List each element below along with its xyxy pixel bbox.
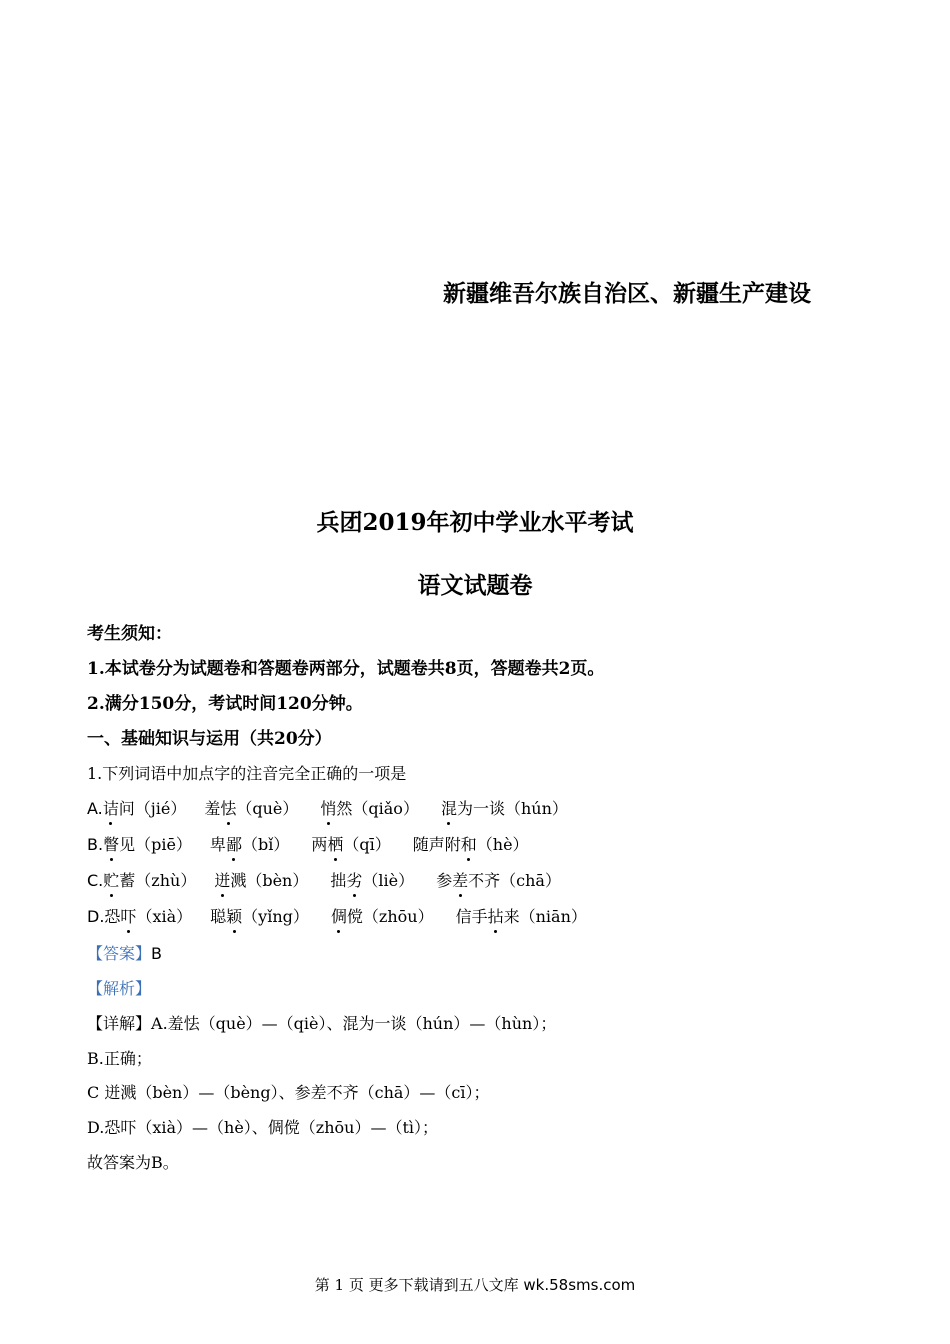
question-stem: 1.下列词语中加点字的注音完全正确的一项是: [87, 764, 407, 783]
dotted-character: 栖: [327, 833, 343, 857]
option-term: 两栖（qī）: [311, 833, 390, 857]
option-term: 悄然（qiǎo）: [320, 797, 419, 821]
section-heading: 一、基础知识与运用（共20分）: [87, 729, 332, 749]
title-line-2: 兵团2019年初中学业水平考试: [316, 509, 634, 536]
option-c: [87, 869, 561, 893]
option-term: 混为一谈（hún）: [441, 797, 568, 821]
dotted-character: 差: [452, 869, 468, 893]
option-term: 诘问（jié）: [103, 797, 187, 821]
footer-site-link[interactable]: wk.58sms.com: [523, 1276, 636, 1294]
detail-line-5: 故答案为B。: [87, 1153, 179, 1172]
option-term: 贮蓄（zhù）: [103, 869, 196, 893]
dotted-character: 拈: [488, 905, 504, 929]
detail-line-1: [87, 1012, 556, 1036]
detail-tag: 【详解】: [87, 1014, 152, 1033]
answer-tag: 【答案】: [87, 944, 152, 963]
dotted-character: 混: [441, 797, 457, 821]
dotted-character: 吓: [120, 905, 136, 929]
dotted-character: 劣: [346, 869, 362, 893]
dotted-character: 颖: [226, 905, 242, 929]
notice-item-1: 1.本试卷分为试题卷和答题卷两部分，试题卷共8页，答题卷共2页。: [87, 659, 605, 679]
dotted-character: 瞥: [103, 833, 119, 857]
answer-line: [87, 942, 162, 966]
option-term: 卑鄙（bǐ）: [210, 833, 289, 857]
dotted-character: 怯: [220, 797, 236, 821]
option-label: D.: [87, 907, 105, 926]
option-term: 瞥见（piē）: [103, 833, 192, 857]
detail-line-2: B.正确；: [87, 1049, 152, 1068]
answer-value: B: [151, 944, 162, 963]
option-label: B.: [87, 835, 104, 854]
option-b: [87, 833, 529, 857]
option-term: 聪颖（yǐng）: [210, 905, 309, 929]
title-line-3: 语文试题卷: [417, 572, 533, 599]
detail-line-4: D.恐吓（xià）—（hè）、倜傥（zhōu）—（tì）；: [87, 1118, 439, 1137]
notice-item-2: 2.满分150分，考试时间120分钟。: [87, 694, 363, 714]
dotted-character: 和: [461, 833, 477, 857]
option-d: [87, 905, 587, 929]
option-term: 羞怯（què）: [204, 797, 298, 821]
dotted-character: 诘: [103, 797, 119, 821]
page-footer: [0, 1274, 950, 1295]
option-label: C.: [87, 871, 104, 890]
notice-heading: 考生须知：: [87, 624, 172, 644]
detail-line-3: C 迸溅（bèn）—（bèng）、参差不齐（chā）—（cī）；: [87, 1083, 490, 1102]
dotted-character: 悄: [320, 797, 336, 821]
title-line-1: 新疆维吾尔族自治区、新疆生产建设: [443, 280, 811, 307]
dotted-character: 倜: [331, 905, 347, 929]
option-term: 恐吓（xià）: [104, 905, 192, 929]
option-term: 迸溅（bèn）: [214, 869, 308, 893]
dotted-character: 迸: [214, 869, 230, 893]
dotted-character: 鄙: [226, 833, 242, 857]
detail-text-1: A.羞怯（què）—（qiè）、混为一谈（hún）—（hùn）；: [151, 1014, 557, 1033]
option-term: 参差不齐（chā）: [436, 869, 561, 893]
option-a: [87, 797, 568, 821]
dotted-character: 贮: [103, 869, 119, 893]
footer-text: 第 1 页 更多下载请到五八文库: [314, 1276, 519, 1294]
option-term: 拙劣（liè）: [330, 869, 414, 893]
option-term: 随声附和（hè）: [413, 833, 529, 857]
analysis-tag: 【解析】: [87, 979, 152, 998]
option-term: 信手拈来（niān）: [456, 905, 587, 929]
option-term: 倜傥（zhōu）: [331, 905, 434, 929]
option-label: A.: [87, 799, 103, 818]
